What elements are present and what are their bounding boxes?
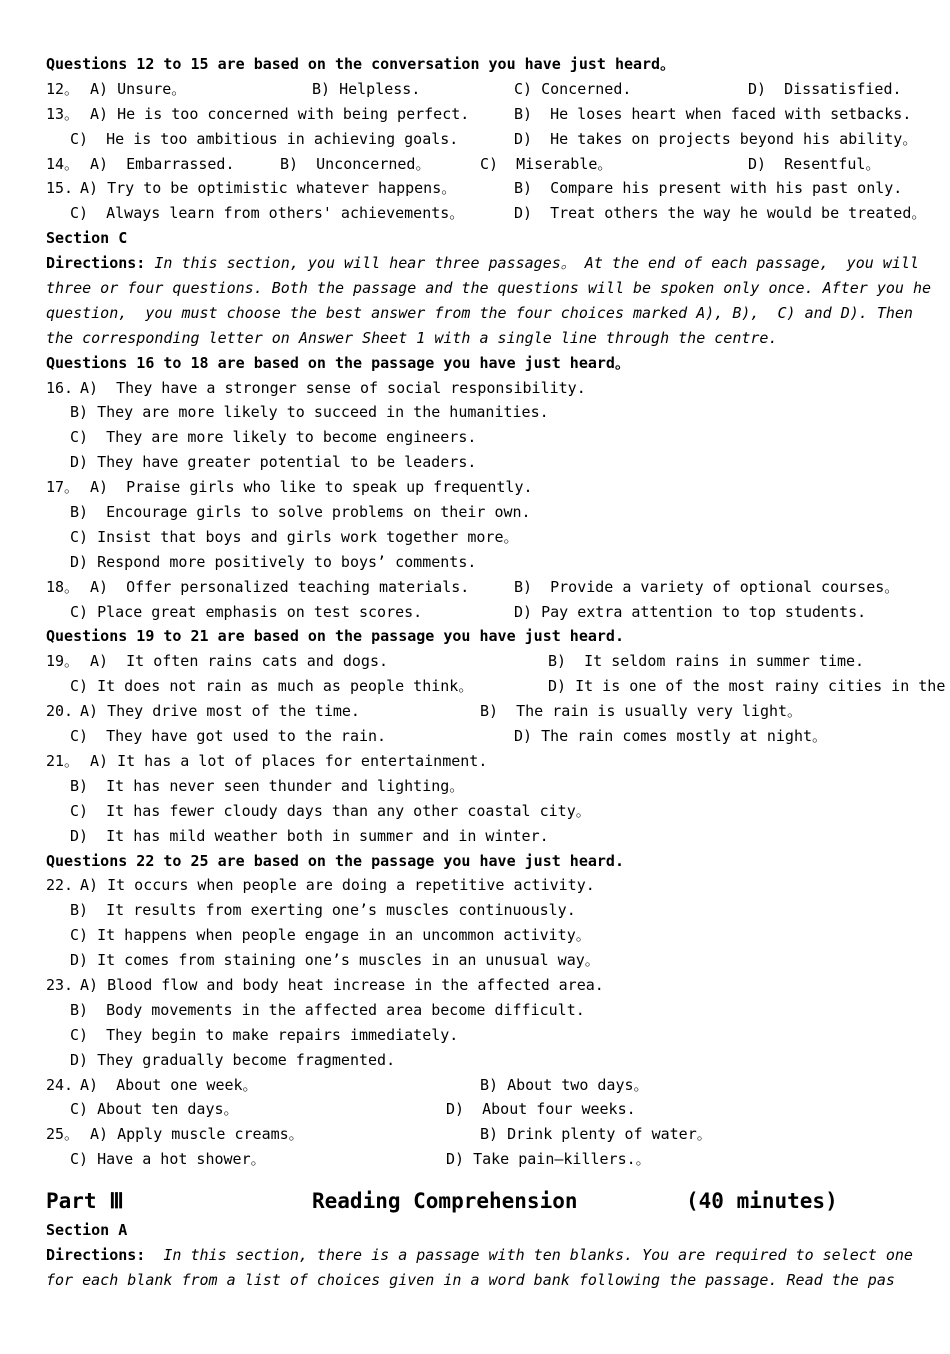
- q12-option-c: C) Concerned.: [514, 79, 632, 98]
- q14-number: 14。: [46, 154, 80, 173]
- q19-option-d: D) It is one of the most rainy cities in the: [548, 677, 946, 696]
- q24-option-d: D) About four weeks.: [446, 1100, 636, 1119]
- question-20-row1: [46, 699, 950, 724]
- q17-option-b: B) Encourage girls to solve problems on their own.: [70, 503, 531, 522]
- directions-text: In this section, there is a passage with ten blanks. You are required to select one: [145, 1245, 913, 1264]
- exam-page: [46, 52, 950, 1293]
- q25-option-a: A) Apply muscle creams。: [90, 1125, 304, 1144]
- question-24-row2: [46, 1097, 950, 1122]
- q19-option-c: C) It does not rain as much as people think。: [70, 677, 474, 696]
- q15-number: 15.: [46, 179, 74, 198]
- question-17-a: [46, 475, 950, 500]
- question-21-a: [46, 749, 950, 774]
- q22-option-a: A) It occurs when people are doing a repetitive activity.: [80, 876, 595, 895]
- question-23-c: [46, 1023, 950, 1048]
- q19-option-b: B) It seldom rains in summer time.: [548, 652, 865, 671]
- q16-option-c: C) They are more likely to become engineers.: [70, 428, 477, 447]
- q23-option-c: C) They begin to make repairs immediately.: [70, 1025, 459, 1044]
- part-number: Part Ⅲ: [46, 1189, 124, 1214]
- q22-25-header: Questions 22 to 25 are based on the passage you have just heard.: [46, 851, 624, 870]
- question-21-c: [46, 799, 950, 824]
- question-23-d: [46, 1048, 950, 1073]
- question-16-c: [46, 425, 950, 450]
- section-a-title: Section A: [46, 1221, 128, 1240]
- q14-option-a: A) Embarrassed.: [90, 154, 235, 173]
- question-25-row1: [46, 1122, 950, 1147]
- q22-number: 22.: [46, 876, 74, 895]
- question-14: [46, 152, 950, 177]
- q17-option-c: C) Insist that boys and girls work together more。: [70, 527, 519, 546]
- q12-option-b: B) Helpless.: [312, 79, 421, 98]
- section-c-directions-line-1: [46, 251, 950, 276]
- q18-number: 18。: [46, 577, 80, 596]
- question-16-d: [46, 450, 950, 475]
- q15-option-d: D) Treat others the way he would be treated。: [514, 204, 927, 223]
- q24-option-c: C) About ten days。: [70, 1100, 239, 1119]
- q21-number: 21。: [46, 751, 80, 770]
- q12-option-a: A) Unsure。: [90, 79, 187, 98]
- section-c-directions-line-3: question, you must choose the best answer from the four choices marked A), B), C) and D). Then: [46, 303, 913, 322]
- q14-option-d: D) Resentful。: [748, 154, 881, 173]
- q25-option-b: B) Drink plenty of water。: [480, 1125, 712, 1144]
- q12-number: 12。: [46, 79, 80, 98]
- part-3-heading: [46, 1184, 950, 1218]
- q23-option-b: B) Body movements in the affected area become difficult.: [70, 1000, 585, 1019]
- question-12: [46, 77, 950, 102]
- q21-option-a: A) It has a lot of places for entertainment.: [90, 751, 488, 770]
- question-22-a: [46, 873, 950, 898]
- question-20-row2: [46, 724, 950, 749]
- q24-option-b: B) About two days。: [480, 1075, 649, 1094]
- q13-option-c: C) He is too ambitious in achieving goals.: [70, 129, 459, 148]
- section-c-directions-line-4: the corresponding letter on Answer Sheet 1 with a single line through the centre.: [46, 328, 778, 347]
- q19-21-header: Questions 19 to 21 are based on the passage you have just heard.: [46, 627, 624, 646]
- q20-number: 20.: [46, 702, 74, 721]
- q14-option-c: C) Miserable。: [480, 154, 613, 173]
- q16-option-a: A) They have a stronger sense of social responsibility.: [80, 378, 586, 397]
- q18-option-b: B) Provide a variety of optional courses。: [514, 577, 900, 596]
- q20-option-a: A) They drive most of the time.: [80, 702, 360, 721]
- question-16-b: [46, 400, 950, 425]
- question-18-row2: [46, 600, 950, 625]
- q17-option-d: D) Respond more positively to boys’ comments.: [70, 552, 477, 571]
- q13-option-a: A) He is too concerned with being perfect.: [90, 104, 470, 123]
- question-16-a: [46, 376, 950, 401]
- q25-option-d: D) Take pain—killers.。: [446, 1150, 651, 1169]
- q24-option-a: A) About one week。: [80, 1075, 258, 1094]
- q20-option-b: B) The rain is usually very light。: [480, 702, 803, 721]
- question-23-b: [46, 998, 950, 1023]
- question-13-row2: [46, 127, 950, 152]
- q13-number: 13。: [46, 104, 80, 123]
- q16-option-b: B) They are more likely to succeed in the humanities.: [70, 403, 549, 422]
- question-21-b: [46, 774, 950, 799]
- q18-option-a: A) Offer personalized teaching materials.: [90, 577, 470, 596]
- q25-number: 25。: [46, 1125, 80, 1144]
- q23-number: 23.: [46, 975, 74, 994]
- question-23-a: [46, 973, 950, 998]
- directions-text: In this section, you will hear three passages。 At the end of each passage, you will: [145, 254, 919, 273]
- part-title: Reading Comprehension: [312, 1189, 578, 1214]
- section-a-directions-line-2: for each blank from a list of choices given in a word bank following the passage. Read the pas: [46, 1270, 895, 1289]
- q17-option-a: A) Praise girls who like to speak up frequently.: [90, 478, 533, 497]
- q21-option-c: C) It has fewer cloudy days than any other coastal city。: [70, 801, 591, 820]
- q23-option-a: A) Blood flow and body heat increase in the affected area.: [80, 975, 604, 994]
- q15-option-b: B) Compare his present with his past only.: [514, 179, 903, 198]
- q21-option-d: D) It has mild weather both in summer and in winter.: [70, 826, 549, 845]
- q15-option-a: A) Try to be optimistic whatever happens。: [80, 179, 457, 198]
- section-a-directions-line-1: [46, 1243, 950, 1268]
- directions-label: Directions:: [46, 254, 146, 273]
- question-21-d: [46, 824, 950, 849]
- q20-option-d: D) The rain comes mostly at night。: [514, 727, 828, 746]
- question-15-row2: [46, 201, 950, 226]
- section-c-title: Section C: [46, 229, 128, 248]
- q23-option-d: D) They gradually become fragmented.: [70, 1050, 396, 1069]
- part-time: (40 minutes): [686, 1189, 838, 1214]
- q22-option-c: C) It happens when people engage in an uncommon activity。: [70, 926, 591, 945]
- section-c-directions-line-2: three or four questions. Both the passage and the questions will be spoken only once. After you he: [46, 279, 932, 298]
- q18-option-c: C) Place great emphasis on test scores.: [70, 602, 423, 621]
- q12-option-d: D) Dissatisfied.: [748, 79, 902, 98]
- q18-option-d: D) Pay extra attention to top students.: [514, 602, 867, 621]
- q22-option-d: D) It comes from staining one’s muscles in an unusual way。: [70, 951, 600, 970]
- question-22-c: [46, 923, 950, 948]
- q25-option-c: C) Have a hot shower。: [70, 1150, 266, 1169]
- question-15-row1: [46, 176, 950, 201]
- question-17-d: [46, 550, 950, 575]
- q14-option-b: B) Unconcerned。: [280, 154, 431, 173]
- q13-option-d: D) He takes on projects beyond his ability。: [514, 129, 918, 148]
- q21-option-b: B) It has never seen thunder and lighting。: [70, 776, 465, 795]
- question-17-b: [46, 500, 950, 525]
- question-19-row2: [46, 674, 950, 699]
- q20-option-c: C) They have got used to the rain.: [70, 727, 387, 746]
- q22-option-b: B) It results from exerting one’s muscles continuously.: [70, 901, 576, 920]
- q16-18-header: Questions 16 to 18 are based on the passage you have just heard。: [46, 353, 630, 372]
- question-18-row1: [46, 575, 950, 600]
- directions-label: Directions:: [46, 1245, 146, 1264]
- question-24-row1: [46, 1073, 950, 1098]
- question-13-row1: [46, 102, 950, 127]
- q12-15-header: Questions 12 to 15 are based on the conversation you have just heard。: [46, 55, 676, 73]
- q15-option-c: C) Always learn from others' achievements。: [70, 204, 465, 223]
- question-19-row1: [46, 649, 950, 674]
- question-22-b: [46, 898, 950, 923]
- q13-option-b: B) He loses heart when faced with setbacks.: [514, 104, 912, 123]
- q24-number: 24.: [46, 1075, 74, 1094]
- q19-number: 19。: [46, 652, 80, 671]
- question-17-c: [46, 525, 950, 550]
- q16-number: 16.: [46, 378, 74, 397]
- question-25-row2: [46, 1147, 950, 1172]
- question-22-d: [46, 948, 950, 973]
- q19-option-a: A) It often rains cats and dogs.: [90, 652, 389, 671]
- q17-number: 17。: [46, 478, 80, 497]
- q16-option-d: D) They have greater potential to be leaders.: [70, 453, 477, 472]
